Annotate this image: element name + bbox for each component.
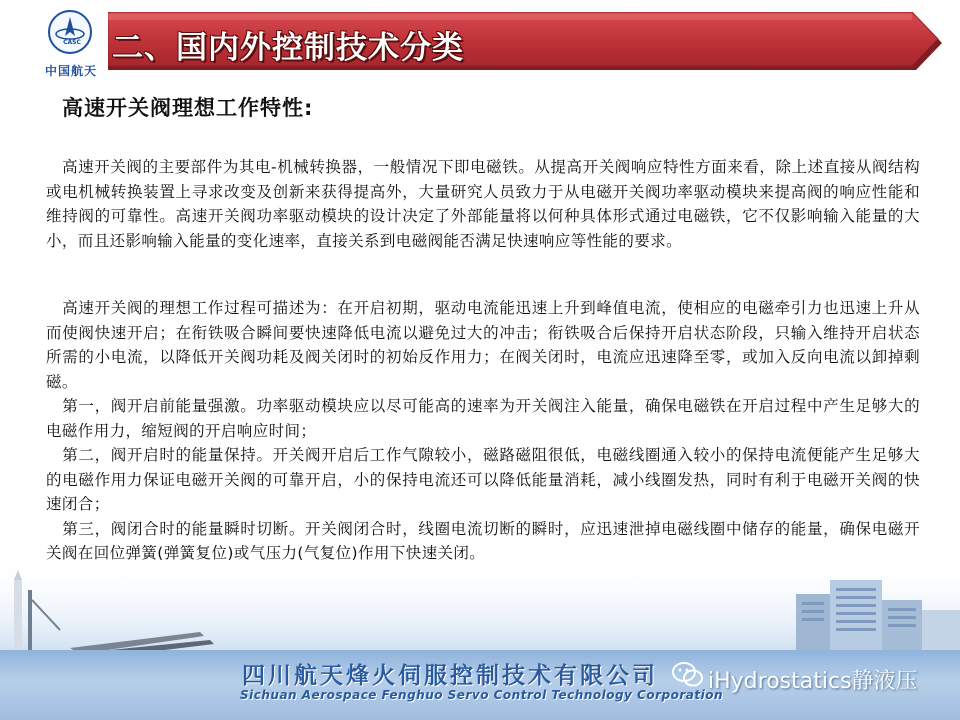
paragraph-1 — [46, 155, 920, 253]
paragraph-2-text: 高速开关阀的理想工作过程可描述为：在开启初期，驱动电流能迅速上升到峰值电流，使相应的电磁牵引力也迅速上升从而使阀快速开启；在衔铁吸合瞬间要快速降低电流以避免过大的冲击；衔铁吸合后保持开启状态阶段，只输入维持开启状态所需的小电流，以降低开关阀功耗及阀关闭时的初始反作用力；在阀关闭时，电流应迅速降至零，或加入反向电流以卸掉剩磁。 — [46, 299, 920, 391]
paragraph-2-line — [46, 296, 920, 394]
paragraph-1-text: 高速开关阀的主要部件为其电-机械转换器，一般情况下即电磁铁。从提高开关阀响应特性方面来看，除上述直接从阀结构或电机械转换装置上寻求改变及创新来获得提高外，大量研究人员致力于从电磁开关阀功率驱动模块来提高阀的响应性能和维持阀的可靠性。高速开关阀功率驱动模块的设计决定了外部能量将以何种具体形式通过电磁铁，它不仅影响输入能量的大小，而且还影响输入能量的变化速率，直接关系到电磁阀能否满足快速响应等性能的要求。 — [46, 158, 920, 250]
point-3 — [46, 517, 920, 566]
point-1-text: 第一，阀开启前能量强激。功率驱动模块应以尽可能高的速率为开关阀注入能量，确保电磁铁在开启过程中产生足够大的电磁作用力，缩短阀的开启响应时间； — [46, 397, 920, 440]
company-name-en: Sichuan Aerospace Fenghuo Servo Control Technology Corporation — [240, 688, 724, 702]
point-2-text: 第二，阀开启时的能量保持。开关阀开启后工作气隙较小，磁路磁阻很低，电磁线圈通入较小的保持电流便能产生足够大的电磁作用力保证电磁开关阀的可靠开启，小的保持电流还可以降低能量消耗，减小线圈发热，同时有利于电磁开关阀的快速闭合； — [46, 446, 920, 513]
wechat-icon — [672, 660, 704, 690]
watermark-text: iHydrostatics静液压 — [708, 669, 918, 694]
logo-text: 中国航天 — [44, 64, 97, 78]
casc-logo — [38, 10, 104, 86]
point-1 — [46, 394, 920, 443]
company-name-cn: 四川航天烽火伺服控制技术有限公司 — [242, 663, 658, 689]
rocket-icon — [50, 12, 90, 52]
point-3-text: 第三，阀闭合时的能量瞬时切断。开关阀闭合时，线圈电流切断的瞬时，应迅速泄掉电磁线圈中储存的能量，确保电磁开关阀在回位弹簧(弹簧复位)或气压力(气复位)作用下快速关闭。 — [46, 519, 920, 562]
point-2 — [46, 443, 920, 517]
title-banner — [108, 12, 944, 74]
casc-emblem-icon — [48, 10, 92, 54]
footer-scene-illustration — [0, 570, 960, 660]
emblem-label: CASC — [63, 39, 81, 46]
section-heading: 高速开关阀理想工作特性: — [62, 96, 314, 120]
paragraph-2 — [46, 296, 920, 566]
page-title: 二、国内外控制技术分类 — [112, 30, 464, 66]
